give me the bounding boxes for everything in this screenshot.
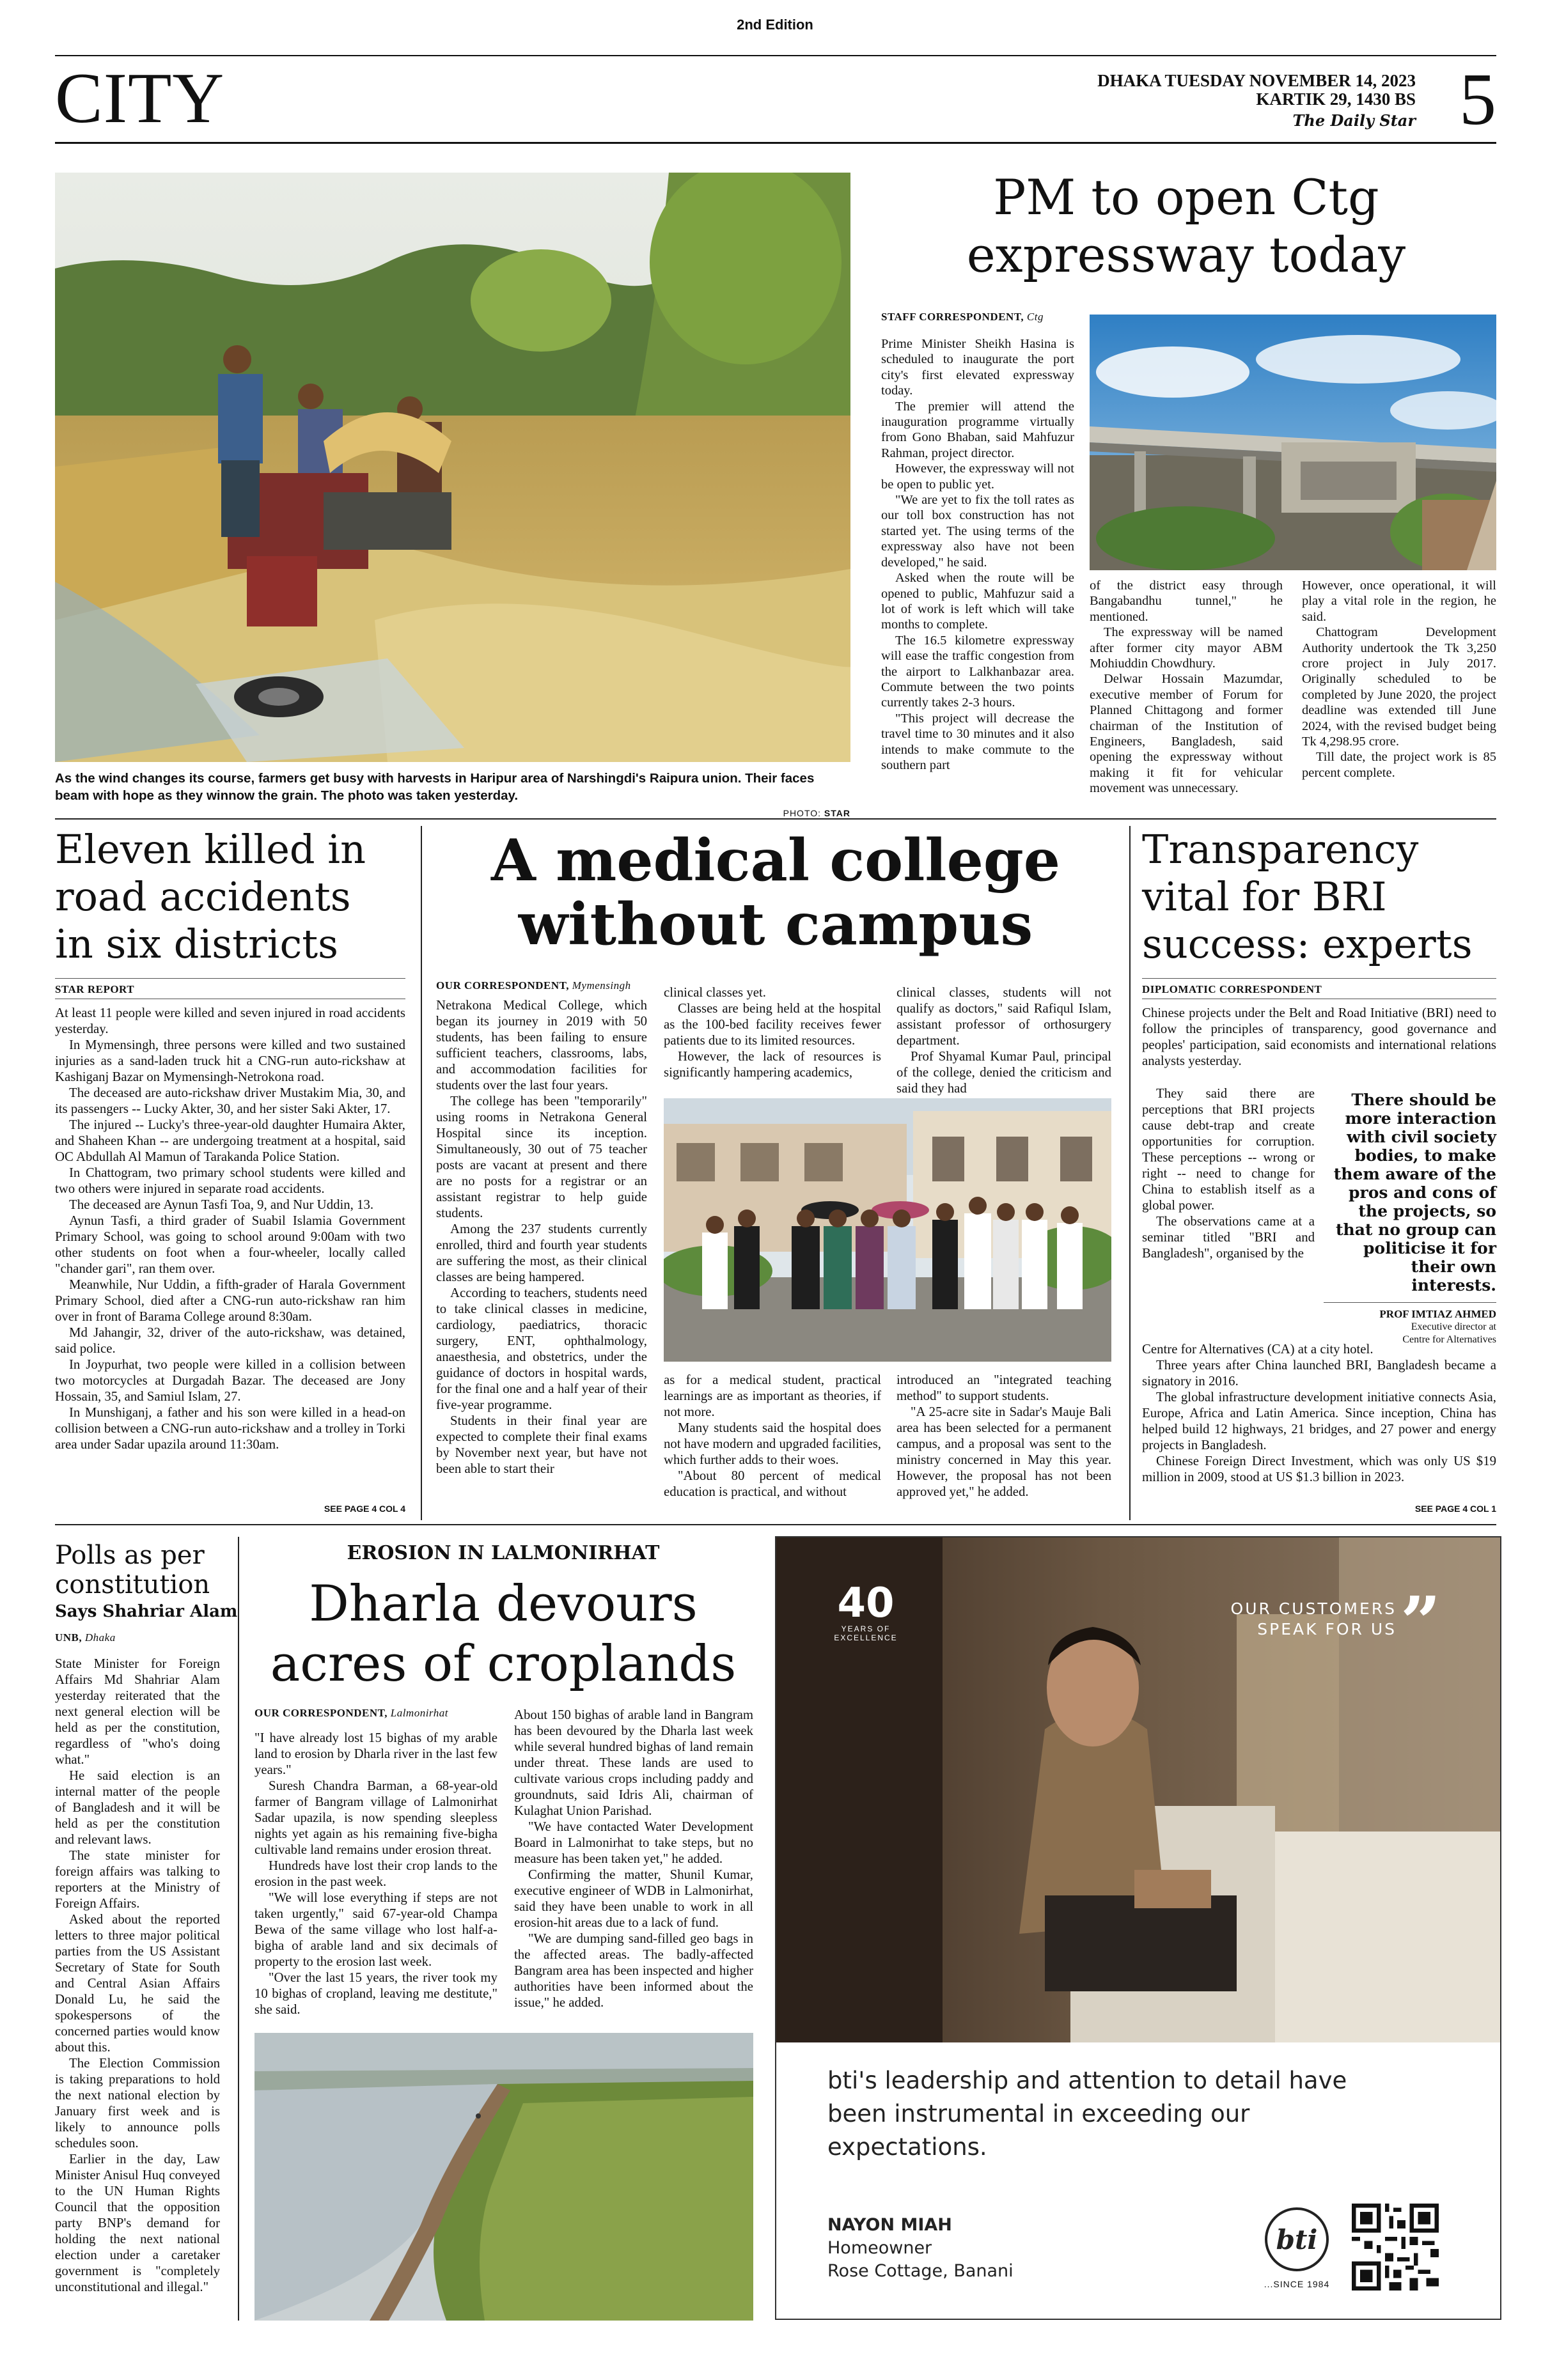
expressway-photo xyxy=(1090,315,1496,570)
accidents-byline: STAR REPORT xyxy=(55,983,135,995)
paragraph: The 16.5 kilometre expressway will ease the traffic congestion from the airport to Lalkhanbazar area. Commute between the two points currently takes 2-3 hours. xyxy=(881,633,1074,710)
tagline-line: SPEAK FOR US xyxy=(1257,1620,1397,1638)
paragraph: The expressway will be named after former city mayor ABM Mohiuddin Chowdhury. xyxy=(1090,625,1283,671)
medical-col-3 xyxy=(896,984,1111,1096)
pull-quote-text: There should be more interaction with civil society bodies, to make them aware of the pros and cons of the projects, so that no group can politicise it for their own interests. xyxy=(1333,1091,1496,1295)
paragraph: "Over the last 15 years, the river took my 10 bighas of cropland, leaving me destitute," she said. xyxy=(254,1970,497,2017)
polls-dateline: Dhaka xyxy=(84,1631,116,1644)
paragraph: At least 11 people were killed and seven injured in road accidents yesterday. xyxy=(55,1006,405,1036)
bri-byline: DIPLOMATIC CORRESPONDENT xyxy=(1142,983,1322,995)
polls-byline xyxy=(55,1631,116,1644)
paragraph: The college has been "temporarily" using rooms in Netrakona General Hospital since its inception. Simultaneously, 30 out of 75 teacher posts are vacant at present and there are no posts for a registrar or an assistant registrar to help guide students. xyxy=(436,1094,647,1220)
headline-line: A medical college xyxy=(490,827,1061,894)
paragraph: The injured -- Lucky's three-year-old daughter Humaira Akter, and Shaheen Khan -- are undergoing treatment at a hospital, said OC Abdullah Al Mamun of Tarakanda Police Station. xyxy=(55,1117,405,1164)
polls-byline-name: UNB, xyxy=(55,1631,82,1644)
medical-col-1 xyxy=(436,997,647,1477)
paragraph: introduced an "integrated teaching method" to support students. xyxy=(896,1373,1111,1403)
masthead-top-rule xyxy=(55,55,1496,56)
paragraph: as for a medical student, practical learnings are as important as theories, if not more. xyxy=(664,1373,881,1419)
paragraph: "I have already lost 15 bighas of my arable land to erosion by Dharla river in the last few years." xyxy=(254,1731,497,1777)
paragraph: clinical classes, students will not qualify as doctors," said Rafiqul Islam, assistant professor of orthosurgery department. xyxy=(896,985,1111,1048)
paragraph: Till date, the project work is 85 percent complete. xyxy=(1302,750,1496,780)
bri-pull-quote xyxy=(1324,1091,1496,1346)
medical-col-3b xyxy=(896,1372,1111,1500)
paragraph: Hundreds have lost their crop lands to the erosion in the past week. xyxy=(254,1858,497,1889)
dharla-headline xyxy=(251,1574,756,1694)
expressway-col-2 xyxy=(1090,578,1283,797)
headline-line: success: experts xyxy=(1142,921,1473,967)
dharla-col-2 xyxy=(514,1707,753,2011)
headline-line: without campus xyxy=(518,891,1033,958)
polls-headline xyxy=(55,1541,247,1599)
section-divider xyxy=(55,1524,1496,1525)
paragraph: Chattogram Development Authority undertook the Tk 3,250 crore project in July 2017. Originally scheduled to be completed by June 2020, the project deadline was extended till June 2024, with the revised budget being Tk 4,298.95 crore. xyxy=(1302,625,1496,749)
paragraph: clinical classes yet. xyxy=(664,985,766,1000)
ad-tagline xyxy=(1160,1599,1397,1640)
medical-headline xyxy=(430,828,1122,956)
paragraph: However, the expressway will not be open to public yet. xyxy=(881,462,1074,492)
accidents-headline xyxy=(55,826,413,968)
paragraph: Students in their final year are expected to complete their final exams by November next year, but have not been able to start their xyxy=(436,1413,647,1476)
paragraph: The observations came at a seminar titled "BRI and Bangladesh", organised by the xyxy=(1142,1214,1315,1261)
headline-line: Dharla devours xyxy=(309,1575,698,1633)
paragraph: Confirming the matter, Shunil Kumar, executive engineer of WDB in Lalmonirhat, said they have been unable to work in all erosion-hit areas due to a lack of fund. xyxy=(514,1867,753,1930)
paper-name: The Daily Star xyxy=(1292,111,1416,130)
headline-line: Eleven killed in xyxy=(55,826,366,873)
medical-col-2 xyxy=(664,984,881,1080)
paragraph: The state minister for foreign affairs was talking to reporters at the Ministry of Foreign Affairs. xyxy=(55,1848,220,1911)
expressway-byline xyxy=(881,311,1044,323)
dharla-byline xyxy=(254,1707,448,1720)
paragraph: The deceased are Aynun Tasfi Toa, 9, and Nur Uddin, 13. xyxy=(69,1197,374,1212)
badge-number: 40 xyxy=(837,1580,895,1627)
paragraph: Meanwhile, Nur Uddin, a fifth-grader of Harala Government Primary School, died after a CNG-run auto-rickshaw ran him over in front of Barama College around 8:30am. xyxy=(55,1277,405,1324)
ad-testimonial xyxy=(827,2064,1454,2164)
dharla-col-1 xyxy=(254,1730,497,2018)
accidents-body xyxy=(55,1005,405,1452)
column-rule xyxy=(238,1537,239,2321)
paragraph: However, the lack of resources is significantly hampering academics, xyxy=(664,1049,881,1080)
paragraph: Aynun Tasfi, a third grader of Suabil Islamia Government Primary School, was going to school around 9:00am with two other students on foot when a four-wheeler, locally called "chander gari", ran them over. xyxy=(55,1213,405,1276)
masthead-bangla-date: KARTIK 29, 1430 BS xyxy=(1256,89,1416,109)
dharla-kicker: EROSION IN LALMONIRHAT xyxy=(347,1542,660,1564)
column-rule xyxy=(1129,826,1131,1520)
bri-headline xyxy=(1142,826,1500,968)
paragraph: Earlier in the day, Law Minister Anisul Huq conveyed to the UN Human Rights Council that the opposition party BNP's demand for holding the next national election under a caretaker government is "completely unconstitutional and illegal." xyxy=(55,2152,220,2294)
ad-anniversary-badge xyxy=(827,1582,904,1642)
expressway-dateline: Ctg xyxy=(1026,311,1044,323)
paragraph: However, once operational, it will play a vital role in the region, he said. xyxy=(1302,579,1496,624)
paragraph: "A 25-acre site in Sadar's Mauje Bali area has been selected for a permanent campus, and a proposal was sent to the ministry concerned in May this year. However, the proposal has not been approved yet," he added. xyxy=(896,1404,1111,1499)
harvest-photo xyxy=(55,173,850,762)
author-title-line: Executive director at xyxy=(1411,1321,1496,1332)
paragraph: "We will lose everything if steps are not taken urgently," said 67-year-old Champa Bewa of the same village who lost half-a-bigha of arable land and six decimals of property to the erosion last week. xyxy=(254,1890,497,1969)
bri-rule xyxy=(1142,978,1496,979)
accidents-rule xyxy=(55,978,405,979)
badge-text: YEARS OF xyxy=(841,1624,891,1633)
expressway-col-3 xyxy=(1302,578,1496,781)
person-role: Homeowner xyxy=(827,2238,932,2258)
paragraph: Netrakona Medical College, which began its journey in 2019 with 50 students, has been failing to ensure sufficient teachers, classrooms, labs, and accommodation facilities for students over the last four years. xyxy=(436,998,647,1093)
medical-students-photo xyxy=(664,1098,1111,1362)
paragraph: State Minister for Foreign Affairs Md Shahriar Alam yesterday reiterated that the next general election will be held as per the constitution, regardless of "who's doing what." xyxy=(55,1656,220,1767)
ad-person-info xyxy=(827,2214,1014,2283)
paragraph: Three years after China launched BRI, Bangladesh became a signatory in 2016. xyxy=(1142,1358,1496,1388)
photo-credit-name: STAR xyxy=(824,808,850,818)
paragraph: Chinese Foreign Direct Investment, which was only US $19 million in 2009, stood at US $1.3 billion in 2023. xyxy=(1142,1454,1496,1484)
headline-line: acres of croplands xyxy=(270,1635,737,1693)
paragraph: Many students said the hospital does not have modern and upgraded facilities, which further adds to their woes. xyxy=(664,1420,881,1467)
dharla-byline-name: OUR CORRESPONDENT, xyxy=(254,1707,388,1719)
paragraph: In Mymensingh, three persons were killed and two sustained injuries as a sand-laden truck hit a CNG-run auto-rickshaw at Kashiganj Bazar on Mymensingh-Netrokona road. xyxy=(55,1038,405,1084)
polls-body xyxy=(55,1656,220,2295)
section-name: CITY xyxy=(55,59,225,138)
paragraph: "About 80 percent of medical education is practical, and without xyxy=(664,1468,881,1499)
paragraph: Centre for Alternatives (CA) at a city hotel. xyxy=(1142,1342,1374,1357)
paragraph: Delwar Hossain Mazumdar, executive member of Forum for Planned Chittagong and former chairman of the Institution of Engineers, Bangladesh, said opening the expressway without making it fit for vehicular movement was unnecessary. xyxy=(1090,672,1283,796)
paragraph: The global infrastructure development initiative connects Asia, Europe, Africa and Latin America. Since inception, China has helped build 12 highways, 21 bridges, and 27 power and energy projects in Bangladesh. xyxy=(1142,1390,1496,1452)
paragraph: Suresh Chandra Barman, a 68-year-old farmer of Bangram village of Lalmonirhat Sadar upazila, is now spending sleepless nights yet again as his remaining five-bigha cultivable land remains under erosion threat. xyxy=(254,1778,497,1857)
bri-lead xyxy=(1142,1005,1496,1069)
person-address: Rose Cottage, Banani xyxy=(827,2261,1014,2281)
pull-quote-author: PROF IMTIAZ AHMED xyxy=(1379,1308,1496,1320)
paragraph: The deceased are auto-rickshaw driver Mustakim Mia, 30, and its passengers -- Lucky Akter, 30, and her sister Saki Akter, 17. xyxy=(55,1085,405,1116)
erosion-photo xyxy=(254,2033,753,2321)
tagline-line: OUR CUSTOMERS xyxy=(1230,1599,1397,1618)
dharla-dateline: Lalmonirhat xyxy=(390,1707,448,1719)
expressway-col-1 xyxy=(881,336,1074,773)
page-number: 5 xyxy=(1459,59,1496,141)
photo-credit-label: PHOTO: xyxy=(783,808,822,818)
column-rule xyxy=(421,826,422,1520)
photo-credit xyxy=(780,808,850,818)
headline-line: constitution xyxy=(55,1570,210,1599)
bti-advertisement[interactable] xyxy=(775,1536,1501,2320)
paragraph: According to teachers, students need to take clinical classes in medicine, cardiology, paediatrics, thoracic surgery, ENT, ophthalmology, anaesthesia, and obstetrics, under the guidance of doctors in hospital wards, for the final one and a half year of their five-year programme. xyxy=(436,1286,647,1412)
polls-subhead: Says Shahriar Alam xyxy=(55,1602,238,1621)
person-name: NAYON MIAH xyxy=(827,2215,952,2235)
badge-text: EXCELLENCE xyxy=(834,1633,898,1642)
paragraph: Asked about the reported letters to three major political parties from the US Assistant Secretary of State for South and Central Asian Affairs Donald Lu, he said the spokespersons of the concerned parties would know about this. xyxy=(55,1912,220,2055)
masthead-dateline xyxy=(1097,72,1416,109)
qr-code-icon[interactable] xyxy=(1352,2204,1439,2291)
expressway-headline: PM to open Ctg expressway today xyxy=(966,169,1406,283)
bti-logo-icon xyxy=(1265,2207,1329,2271)
headline-line: Transparency xyxy=(1142,826,1419,873)
paragraph: In Joypurhat, two people were killed in a collision between two motorcycles at Durgadah Bazar. The deceased are Jony Hossain, 35, and Samiul Islam, 27. xyxy=(55,1357,405,1404)
paragraph: The premier will attend the inauguration programme virtually from Gono Bhaban, said Mahfuzur Rahman, project director. xyxy=(881,399,1074,460)
testimonial-line: been instrumental in exceeding our xyxy=(827,2100,1250,2127)
paragraph: "We are yet to fix the toll rates as our toll box construction has not started yet. The using terms of the expressway also have not been developed," he said. xyxy=(881,493,1074,570)
testimonial-line: expectations. xyxy=(827,2133,987,2161)
bri-wide-col xyxy=(1142,1341,1496,1485)
pull-quote-rule xyxy=(1324,1302,1496,1303)
headline-line: in six districts xyxy=(55,921,338,967)
quote-mark-icon: ” xyxy=(1400,1581,1441,1663)
author-title-line: Centre for Alternatives xyxy=(1402,1334,1496,1345)
paragraph: They said there are perceptions that BRI projects cause debt-trap and create opportunities for corruption. These perceptions -- wrong or right -- need to change for China to establish itself as a global power. xyxy=(1142,1086,1315,1213)
paragraph: Among the 237 students currently enrolled, third and fourth year students are suffering the most, as their clinical classes are being hampered. xyxy=(436,1222,647,1284)
harvest-caption: As the wind changes its course, farmers get busy with harvests in Haripur area of Narshingdi's Raipura union. Their faces beam with hope as they winnow the grain. The photo was taken yesterday. xyxy=(55,771,815,803)
paragraph: In Munshiganj, a father and his son were killed in a head-on collision between a CNG-run auto-rickshaw and a trolley in Torki area under Sadar upazila around 11:30am. xyxy=(55,1405,405,1452)
masthead-bottom-rule xyxy=(55,142,1496,144)
headline-line: Polls as per xyxy=(55,1541,205,1570)
paragraph: In Chattogram, two primary school students were killed and two others were injured in separate road accidents. xyxy=(55,1165,405,1196)
paragraph: "We have contacted Water Development Board in Lalmonirhat to take steps, but no measure has been taken yet," he added. xyxy=(514,1819,753,1866)
paragraph: Asked when the route will be opened to public, Mahfuzur said a lot of work is left which will take months to complete. xyxy=(881,571,1074,632)
medical-byline-name: OUR CORRESPONDENT, xyxy=(436,979,569,992)
paragraph: Md Jahangir, 32, driver of the auto-rickshaw, was detained, said police. xyxy=(55,1325,405,1356)
paragraph: Chinese projects under the Belt and Road Initiative (BRI) need to follow the principles of transparency, good governance and peoples' participation, said economists and international relations analysts yesterday. xyxy=(1142,1006,1496,1068)
edition-label: 2nd Edition xyxy=(737,17,813,33)
testimonial-line: bti's leadership and attention to detail have xyxy=(827,2067,1347,2094)
section-divider xyxy=(55,818,1496,820)
paragraph: Prime Minister Sheikh Hasina is scheduled to inaugurate the port city's first elevated expressway today. xyxy=(881,337,1074,398)
bri-narrow-col xyxy=(1142,1085,1315,1261)
bri-jump-link[interactable]: SEE PAGE 4 COL 1 xyxy=(1414,1504,1496,1514)
medical-col-2b xyxy=(664,1372,881,1500)
masthead-date: DHAKA TUESDAY NOVEMBER 14, 2023 xyxy=(1097,71,1416,90)
paragraph: "We are dumping sand-filled geo bags in the affected areas. The badly-affected Bangram area has been inspected and higher authorities have been informed about the issue," he added. xyxy=(514,1931,753,2010)
paragraph: "This project will decrease the travel time to 30 minutes and it also intends to make commute to the southern part xyxy=(881,711,1074,772)
headline-line: road accidents xyxy=(55,873,351,920)
accidents-jump-link[interactable]: SEE PAGE 4 COL 4 xyxy=(324,1504,405,1514)
paragraph: He said election is an internal matter of the people of Bangladesh and it will be held as per the constitution and relevant laws. xyxy=(55,1768,220,1847)
bti-logo-text: bti xyxy=(1276,2223,1318,2255)
paragraph: About 150 bighas of arable land in Bangram has been devoured by the Dharla last week while several hundred bighas of land remain under threat. These lands are used to cultivate various crops including paddy and groundnuts, said Idris Ali, chairman of Kulaghat Union Parishad. xyxy=(514,1707,753,1818)
expressway-byline-name: STAFF CORRESPONDENT, xyxy=(881,311,1024,323)
medical-dateline: Mymensingh xyxy=(572,979,631,992)
headline-line: vital for BRI xyxy=(1142,873,1387,920)
paragraph: Prof Shyamal Kumar Paul, principal of the college, denied the criticism and said they had xyxy=(896,1049,1111,1096)
bti-since: ...SINCE 1984 xyxy=(1264,2279,1330,2289)
medical-byline xyxy=(436,979,631,992)
paragraph: The Election Commission is taking preparations to hold the next national election by January first week and is likely to announce polls schedules soon. xyxy=(55,2056,220,2151)
paragraph: Classes are being held at the hospital as the 100-bed facility receives fewer patients due to its limited resources. xyxy=(664,1001,881,1048)
paragraph: of the district easy through Bangabandhu tunnel," he mentioned. xyxy=(1090,579,1283,624)
